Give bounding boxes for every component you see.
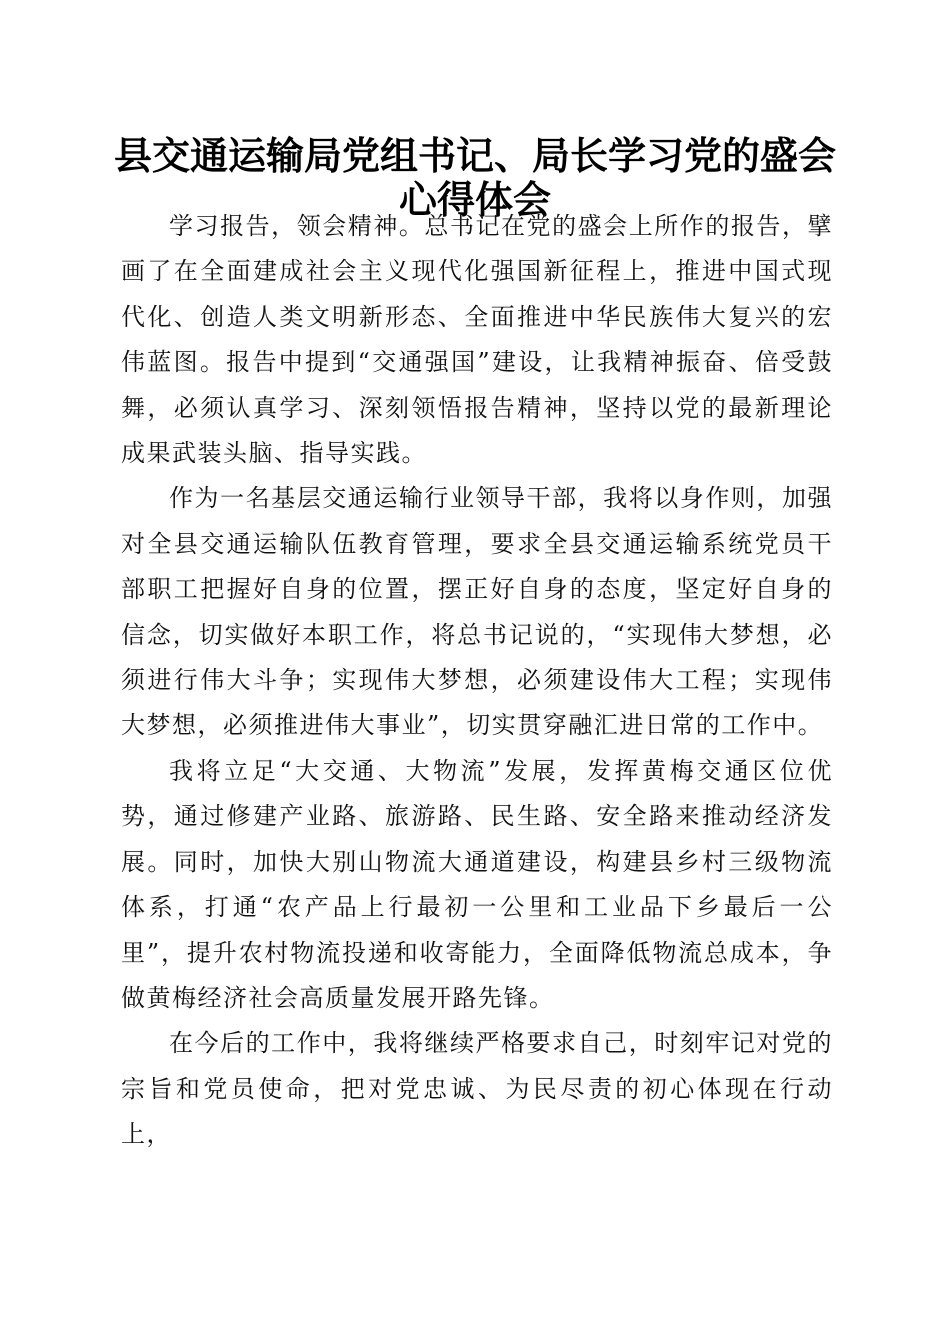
document-body bbox=[121, 204, 833, 1158]
document-title: 县交通运输局党组书记、局长学习党的盛会心得体会 bbox=[113, 133, 836, 222]
paragraph: 在今后的工作中，我将继续严格要求自己，时刻牢记对党的宗旨和党员使命，把对党忠诚、为民尽责的初心体现在行动上， bbox=[121, 1029, 833, 1149]
paragraph: 我将立足“大交通、大物流”发展，发挥黄梅交通区位优势，通过修建产业路、旅游路、民生路、安全路来推动经济发展。同时，加快大别山物流大通道建设，构建县乡村三级物流体系，打通“农产品上行最初一公里和工业品下乡最后一公里”，提升农村物流投递和收寄能力，全面降低物流总成本，争做黄梅经济社会高质量发展开路先锋。 bbox=[121, 756, 833, 1012]
paragraph: 作为一名基层交通运输行业领导干部，我将以身作则，加强对全县交通运输队伍教育管理，要求全县交通运输系统党员干部职工把握好自身的位置，摆正好自身的态度，坚定好自身的信念，切实做好本职工作，将总书记说的，“实现伟大梦想，必须进行伟大斗争；实现伟大梦想，必须建设伟大工程；实现伟大梦想，必须推进伟大事业”，切实贯穿融汇进日常的工作中。 bbox=[121, 484, 833, 740]
paragraph: 学习报告，领会精神。总书记在党的盛会上所作的报告，擘画了在全面建成社会主义现代化强国新征程上，推进中国式现代化、创造人类文明新形态、全面推进中华民族伟大复兴的宏伟蓝图。报告中提到“交通强国”建设，让我精神振奋、倍受鼓舞，必须认真学习、深刻领悟报告精神，坚持以党的最新理论成果武装头脑、指导实践。 bbox=[121, 212, 833, 468]
